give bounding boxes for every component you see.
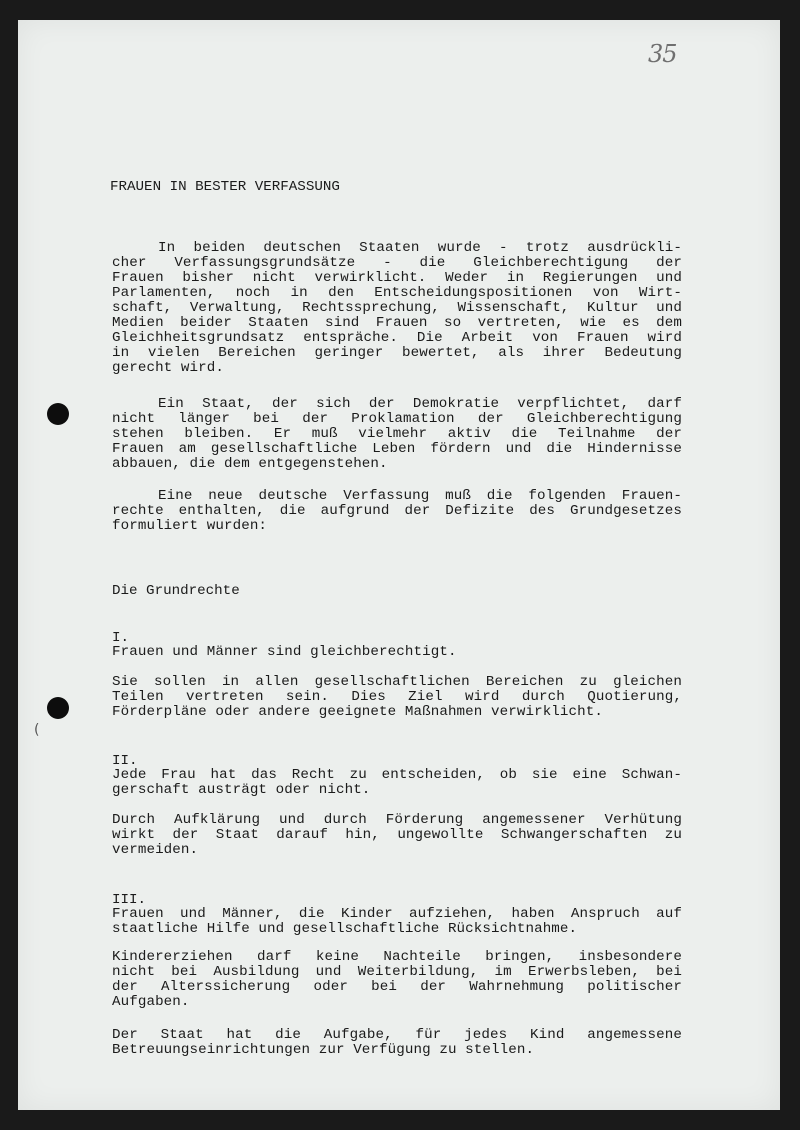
- text-line: abbauen, die dem entgegenstehen.: [112, 456, 388, 472]
- text-line: Gleichheitsgrundsatz entspräche. Die Arbeit von Frauen wird: [112, 330, 682, 346]
- text-line: staatliche Hilfe und gesellschaftliche Rücksichtnahme.: [112, 921, 578, 937]
- article-3-lead: [112, 907, 682, 937]
- text-line: in vielen Bereichen geringer bewertet, als ihrer Bedeutung: [112, 345, 682, 361]
- text-line: wirkt der Staat darauf hin, ungewollte Schwangerschaften zu: [112, 827, 682, 843]
- article-1-body: [112, 675, 682, 720]
- page-number: 35: [648, 40, 677, 68]
- article-2-body: [112, 813, 682, 858]
- article-3-numeral: III.: [112, 892, 147, 908]
- article-1-numeral: I.: [112, 630, 130, 646]
- text-line: Parlamenten, noch in den Entscheidungspositionen von Wirt-: [112, 285, 682, 301]
- article-2-lead: [112, 768, 682, 798]
- text-line: Förderpläne oder andere geeignete Maßnahmen verwirklicht.: [112, 704, 603, 720]
- paragraph-1: [112, 241, 682, 376]
- text-line: Teilen vertreten sein. Dies Ziel wird durch Quotierung,: [112, 689, 682, 705]
- text-line: Frauen am gesellschaftliche Leben fördern und die Hindernisse: [112, 441, 682, 457]
- text-line: Kindererziehen darf keine Nachteile bringen, insbesondere: [112, 949, 682, 965]
- text-line: Sie sollen in allen gesellschaftlichen Bereichen zu gleichen: [112, 674, 682, 690]
- text-line: cher Verfassungsgrundsätze - die Gleichberechtigung der: [112, 255, 682, 271]
- paragraph-2: [112, 397, 682, 472]
- text-line: rechte enthalten, die aufgrund der Defizite des Grundgesetzes: [112, 503, 682, 519]
- text-line: vermeiden.: [112, 842, 199, 858]
- section-heading: Die Grundrechte: [112, 583, 240, 599]
- article-1-lead: [112, 645, 682, 660]
- text-line: nicht länger bei der Proklamation der Gleichberechtigung: [112, 411, 682, 427]
- text-line: der Alterssicherung oder bei der Wahrnehmung politischer: [112, 979, 682, 995]
- punch-hole-top: [47, 403, 69, 425]
- text-line: Eine neue deutsche Verfassung muß die folgenden Frauen-: [158, 488, 682, 504]
- text-line: gerschaft austrägt oder nicht.: [112, 782, 371, 798]
- text-line: Frauen und Männer, die Kinder aufziehen, haben Anspruch auf: [112, 906, 682, 922]
- article-3-body-2: [112, 1028, 682, 1058]
- article-3-body: [112, 950, 682, 1010]
- punch-hole-bottom: [47, 697, 69, 719]
- text-line: stehen bleiben. Er muß vielmehr aktiv die Teilnahme der: [112, 426, 682, 442]
- text-line: In beiden deutschen Staaten wurde - trotz ausdrückli-: [158, 240, 682, 256]
- text-line: Durch Aufklärung und durch Förderung angemessener Verhütung: [112, 812, 682, 828]
- article-2-numeral: II.: [112, 753, 138, 769]
- text-line: Frauen bisher nicht verwirklicht. Weder in Regierungen und: [112, 270, 682, 286]
- text-line: Ein Staat, der sich der Demokratie verpflichtet, darf: [158, 396, 682, 412]
- text-line: Betreuungseinrichtungen zur Verfügung zu stellen.: [112, 1042, 535, 1058]
- paragraph-3: [112, 489, 682, 534]
- text-line: formuliert wurden:: [112, 518, 268, 534]
- text-line: gerecht wird.: [112, 360, 224, 376]
- margin-mark: (: [34, 722, 40, 738]
- text-line: Der Staat hat die Aufgabe, für jedes Kind angemessene: [112, 1027, 682, 1043]
- text-line: schaft, Verwaltung, Rechtssprechung, Wissenschaft, Kultur und: [112, 300, 682, 316]
- text-line: Aufgaben.: [112, 994, 190, 1010]
- text-line: Frauen und Männer sind gleichberechtigt.: [112, 644, 457, 660]
- text-line: nicht bei Ausbildung und Weiterbildung, im Erwerbsleben, bei: [112, 964, 682, 980]
- text-line: Jede Frau hat das Recht zu entscheiden, ob sie eine Schwan-: [112, 767, 682, 783]
- document-title: FRAUEN IN BESTER VERFASSUNG: [110, 179, 340, 195]
- text-line: Medien beider Staaten sind Frauen so vertreten, wie es dem: [112, 315, 682, 331]
